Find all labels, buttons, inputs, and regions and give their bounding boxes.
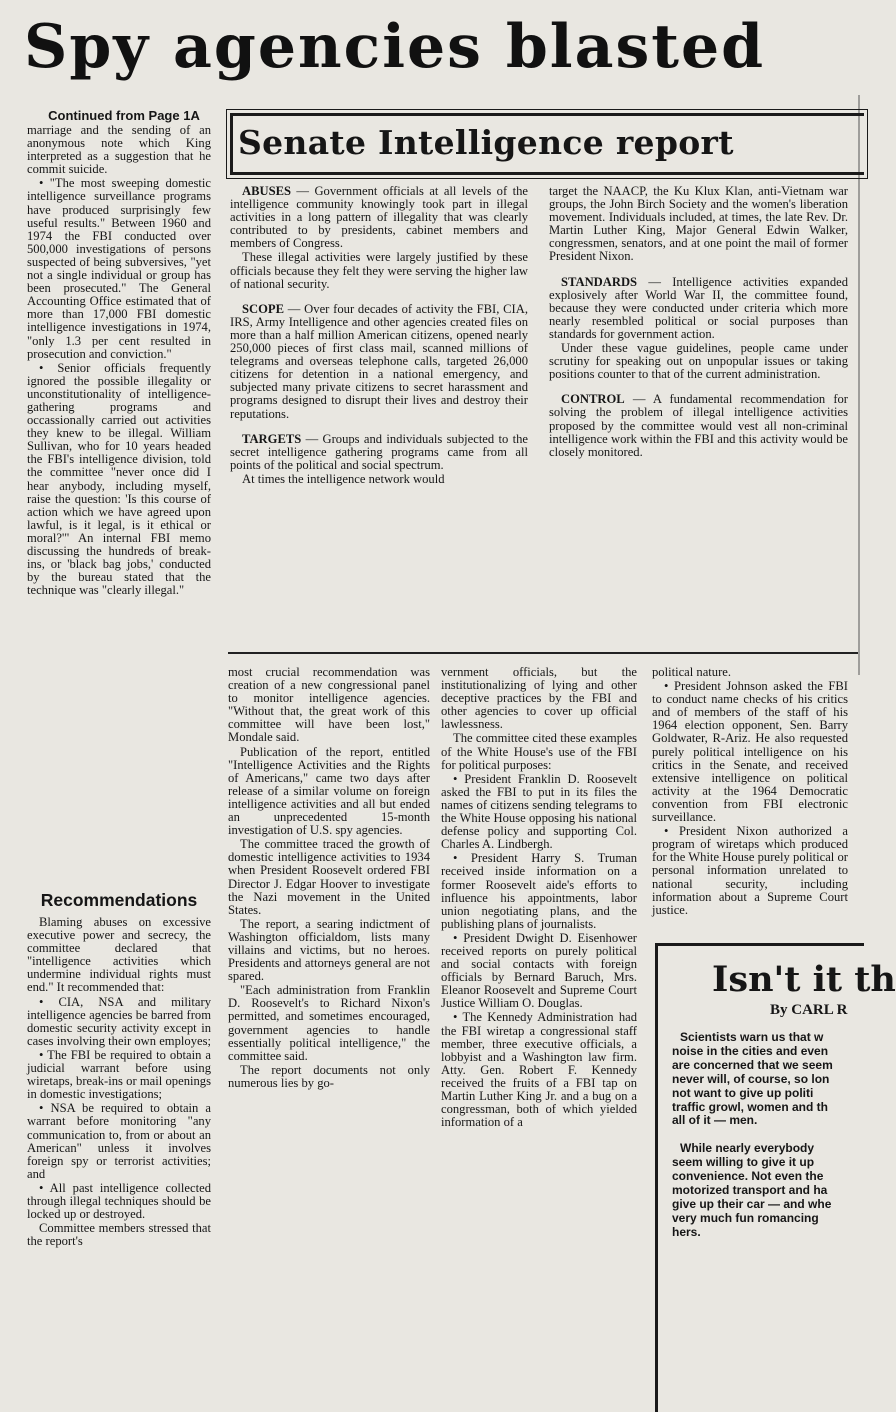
paragraph: • President Harry S. Truman received inside information on a former Roosevelt aide's efforts to influence his appointments, labor union negotiating plans, and the publishing plans of journalists. [441,851,637,931]
paragraph: The committee traced the growth of domestic intelligence activities to 1934 when President Roosevelt ordered FBI Director J. Edgar Hoover to investigate the Nazi movement in the United States. [228,837,430,917]
paragraph: At times the intelligence network would [242,471,445,486]
section-keyword: SCOPE [242,301,284,316]
section-keyword: CONTROL [561,392,625,407]
paragraph: • President Nixon authorized a program of wiretaps which produced for the White House purely political or personal information unrelated to national security, including information about a Supreme Court justice. [652,824,848,917]
paragraph: Scientists warn us that w noise in the cities and even are concerned that we seem never will, of course, so lon not want to give up politi traffic growl, women and th all of it — men. [672,1030,833,1128]
paragraph: • President Franklin D. Roosevelt asked the FBI to put in its files the names of citizens sending telegrams to the White House opposing his national defense policy and supporting Col. Charles A. Lindbergh. [441,771,637,852]
paragraph: • All past intelligence collected through illegal techniques should be locked up or destroyed. [27,1180,211,1222]
paragraph: The committee cited these examples of the White House's use of the FBI for political purposes: [441,731,637,772]
paragraph: most crucial recommendation was creation of a new congressional panel to monitor intelligence agencies. "Without that, the great work of this committee will have been lost," Mondale said. [228,665,430,745]
paragraph: STANDARDS — Intelligence activities expanded explosively after World War II, the committee found, because they were conducted under criteria which more nearly resembled political or social purposes than standards for government action. [549,274,848,341]
column-4 [652,666,848,917]
section-keyword: ABUSES [242,184,291,198]
paragraph: TARGETS — Groups and individuals subjected to the secret intelligence gathering programs came from all points of the political and social spectrum. [230,431,528,472]
paragraph: political nature. [652,665,732,679]
column-1 [27,124,211,597]
paragraph: • NSA be required to obtain a warrant before monitoring "any communication to, from or about an American" unless it involves foreign spy or terrorist activities; and [27,1101,211,1181]
paragraph: SCOPE — Over four decades of activity the FBI, CIA, IRS, Army Intelligence and other agencies created files on more than a half million American citizens, opened nearly 250,000 pieces of first class mail, scanned millions of telegrams and overseas telephone calls, targeted 26,000 citizens for detention in a national emergency, and subjected many private citizens to secret harassment and programs designed to disrupt their lives and destroy their reputations. [230,301,528,421]
section-keyword: STANDARDS [561,274,638,289]
divider [228,652,858,654]
continued-label: Continued from Page 1A [48,108,200,123]
sidebar-article-title: Isn't it th [712,959,896,1000]
paragraph: CONTROL — A fundamental recommendation for solving the problem of illegal intelligence activities proposed by the committee would vest all non-criminal intelligence work within the FBI and this activity would be closely monitored. [549,392,848,459]
paragraph: • CIA, NSA and military intelligence agencies be barred from domestic security activity except in cases involving their own employes; [27,994,211,1048]
paragraph: While nearly everybody seem willing to give it up convenience. Not even the motorized transport and ha give up their car — and whe very much fun romancing hers. [672,1141,832,1239]
paragraph: • The FBI be required to obtain a judicial warrant before using wiretaps, break-ins or mail openings in domestic investigations; [27,1047,211,1102]
paragraph: The report documents not only numerous lies by go- [228,1062,430,1090]
paragraph: • The Kennedy Administration had the FBI wiretap a congressional staff member, three executive officials, a lobbyist and a Washington law firm. Atty. Gen. Robert F. Kennedy received the fruits of a FBI tap on Martin Luther King Jr. and a bug on a congressman, both of which yielded information of a [441,1010,637,1130]
paragraph: • President Dwight D. Eisenhower received reports on purely political and social contacts with foreign officials by Bernard Baruch, Mrs. Eleanor Roosevelt and Supreme Court Justice William O. Douglas. [441,930,637,1011]
column-rule [858,95,860,675]
report-box-title: Senate Intelligence report [238,123,734,162]
paragraph: vernment officials, but the institutionalizing of lying and other deceptive practices by the FBI and other agencies to cover up official lawlessness. [441,665,637,732]
paragraph: ABUSES — Government officials at all levels of the intelligence community knowingly took part in illegal activities in a long pattern of illegality that was clearly contributed to by presidents, cabinet members and members of Congress. [230,184,528,251]
report-column-2 [549,185,848,459]
column-3 [441,666,637,1129]
headline: Spy agencies blasted [24,12,766,82]
paragraph: Blaming abuses on excessive executive power and secrecy, the committee declared that "intelligence activities which undermine individual rights must end." It recommended that: [27,915,211,995]
report-column-1 [230,185,528,486]
paragraph: The report, a searing indictment of Washington officialdom, lists many villains and victims, but no heroes. Presidents and attorneys general are not spared. [228,916,430,984]
paragraph: • President Johnson asked the FBI to conduct name checks of his critics and of members of the staff of his 1964 election opponent, Sen. Barry Goldwater, R-Ariz. He also requested purely political intelligence on his critics in the Senate, and received extensive intelligence on political activity at the 1964 Democratic convention from FBI electronic surveillance. [652,679,848,825]
paragraph: • Senior officials frequently ignored the possible illegality or unconstitutionality of intelligence-gathering programs and occassionally carried out activities they knew to be illegal. William Sullivan, who for 10 years headed the FBI's intelligence division, told the committee "never once did I hear anybody, including myself, raise the question: 'Is this course of action which we have agreed upon lawful, is it legal, is it ethical or moral?'" An internal FBI memo discussing the hundreds of break-ins, or 'black bag jobs,' conducted by the bureau stated that the technique was "clearly illegal." [27,360,211,598]
paragraph: target the NAACP, the Ku Klux Klan, anti-Vietnam war groups, the John Birch Society and the women's liberation movement. Individuals included, at times, the late Rev. Dr. Martin Luther King, Major General Edwin Walker, congressmen, senators, and at one point the mail of former President Nixon. [549,184,848,264]
column-1-continued [27,916,211,1248]
paragraph: Under these vague guidelines, people came under scrutiny for speaking out on unpopular issues or taking positions counter to that of the current administration. [549,341,848,382]
paragraph: marriage and the sending of an anonymous note which King interpreted as a suggestion that he commit suicide. [27,123,211,177]
recommendations-heading: Recommendations [40,890,198,910]
paragraph: "Each administration from Franklin D. Roosevelt's to Richard Nixon's permitted, and sometimes encouraged, government agencies to handle essentially political intelligence," the committee said. [228,983,430,1063]
paragraph: Publication of the report, entitled "Intelligence Activities and the Rights of Americans," came two days after release of a similar volume on foreign intelligence activities and all but ended an unprecedented 15-month investigation of U.S. spy agencies. [228,744,430,838]
section-keyword: TARGETS [242,431,302,446]
paragraph: These illegal activities were largely justified by these officials because they felt they were serving the higher law of national security. [230,250,528,291]
paragraph: • "The most sweeping domestic intelligence surveillance programs have produced surprisingly few useful results." Between 1960 and 1974 the FBI conducted over 500,000 investigations of persons suspected of being subversives, "yet not a single individual or group has been prosecuted." The General Accounting Office estimated that of more than 17,000 FBI domestic intelligence investigations in 1974, "only 1.3 per cent resulted in prosecution and conviction." [27,176,211,361]
column-2 [228,666,430,1090]
sidebar-article-byline: By CARL R [770,1002,848,1018]
paragraph: Committee members stressed that the report's [27,1221,211,1249]
sidebar-article-text [672,1031,864,1240]
